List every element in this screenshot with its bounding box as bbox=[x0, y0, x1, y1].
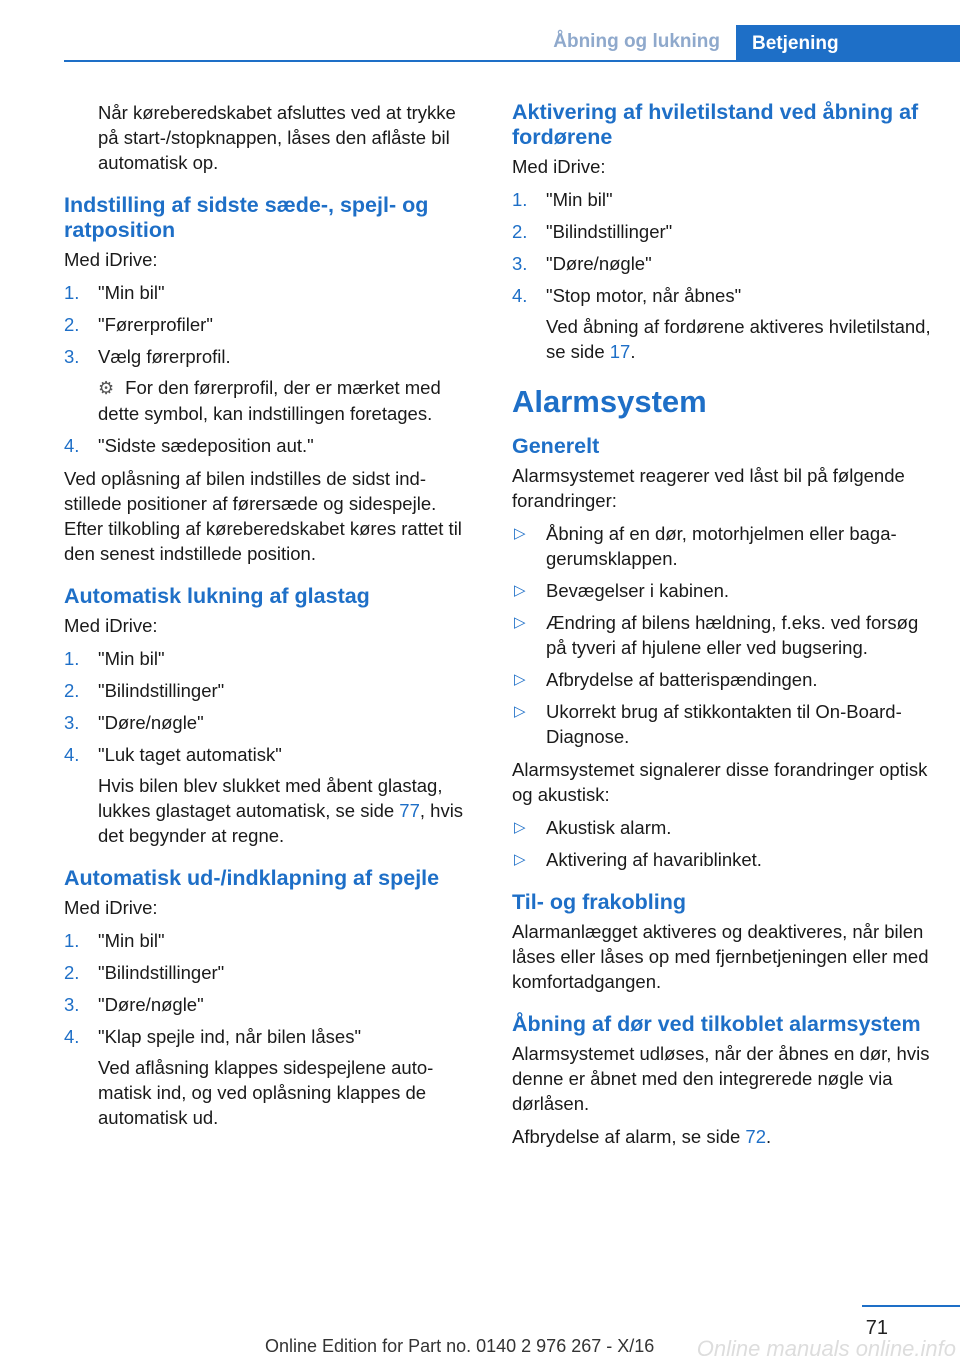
section-lead: Med iDrive: bbox=[64, 249, 158, 270]
list-item: ▷ Ændring af bilens hældning, f.eks. ved forsøg på tyveri af hjulene eller ved bugsering. bbox=[514, 612, 919, 658]
list-item: 1. "Min bil" bbox=[512, 189, 613, 210]
step-note: Hvis bilen blev slukket med åbent glastag, lukkes glastaget automatisk, se side 77, hvis det begynder at regne. bbox=[98, 775, 464, 846]
page-link-17[interactable]: 17 bbox=[609, 341, 631, 362]
steps-list-glass-roof bbox=[64, 646, 476, 848]
triangle-right-icon: ▷ bbox=[514, 703, 526, 720]
section-title-mirror-folding: Automatisk ud-/indklapning af spejle bbox=[64, 866, 440, 890]
body-paragraph: Ved oplåsning af bilen indstilles de sidst indstillede positioner af førersæde og sidespejle. Efter tilkobling af køreberedskabet køres rattet til den senest indstillede position. bbox=[64, 468, 462, 564]
edition-note: Online Edition for Part no. 0140 2 976 267 - X/16 bbox=[265, 1336, 655, 1356]
list-item: 3. "Døre/nøgle" bbox=[64, 712, 204, 733]
list-item: ▷ Åbning af en dør, motorhjelmen eller bagagerumsklappen. bbox=[514, 523, 897, 569]
list-item: 4. "Sidste sædeposition aut." bbox=[64, 435, 314, 456]
chapter-title-alarm-system: Alarmsystem bbox=[512, 384, 707, 419]
page-header bbox=[64, 25, 960, 63]
header-section-title: Åbning og lukning bbox=[553, 31, 720, 52]
list-item: ▷ Afbrydelse af batterispændingen. bbox=[514, 669, 818, 690]
section-lead: Med iDrive: bbox=[64, 615, 158, 636]
page-link-77[interactable]: 77 bbox=[399, 800, 420, 821]
triangle-right-icon: ▷ bbox=[514, 819, 526, 836]
bullet-list-signals bbox=[512, 815, 932, 872]
list-item: 2. "Bilindstillinger" bbox=[64, 680, 225, 701]
intro-paragraph: Når køreberedskabet afsluttes ved at trykke på start-/stopknappen, låses den aflåste bil automatisk op. bbox=[98, 102, 456, 173]
list-item: ▷ Ukorrekt brug af stikkontakten til On-Board-Diagnose. bbox=[514, 701, 902, 747]
triangle-right-icon: ▷ bbox=[514, 525, 526, 542]
list-item: 4. "Luk taget automatisk" Hvis bilen blev slukket med åbent glastag, lukkes glastaget automatisk, se side 77, hvis det begynder at regne. bbox=[64, 742, 476, 848]
gear-icon: ⚙ bbox=[98, 378, 115, 398]
step-note: Ved åbning af fordørene aktiveres hviletilstand, se side 17. bbox=[546, 316, 931, 362]
section-lead: Med iDrive: bbox=[64, 897, 158, 918]
step-note: Ved aflåsning klappes sidespejlene automatisk ind, og ved oplåsning klappes de automatisk ud. bbox=[98, 1057, 434, 1128]
left-column bbox=[64, 100, 476, 1138]
list-item: 4. "Klap spejle ind, når bilen låses" Ved aflåsning klappes sidespejlene automatisk ind, og ved oplåsning klappes de automatisk ud. bbox=[64, 1024, 476, 1130]
list-item: 2. "Bilindstillinger" bbox=[512, 221, 673, 242]
list-item: 2. "Bilindstillinger" bbox=[64, 962, 225, 983]
section-lead: Med iDrive: bbox=[512, 156, 606, 177]
list-item: 1. "Min bil" bbox=[64, 930, 165, 951]
body-paragraph: Alarmsystemet signalerer disse forandringer optisk og akustisk: bbox=[512, 759, 928, 805]
body-paragraph: Alarmsystemet reagerer ved låst bil på følgende forandringer: bbox=[512, 465, 905, 511]
step-note: ⚙ For den førerprofil, der er mærket med dette symbol, kan indstillingen foretages. bbox=[98, 377, 441, 424]
section-title-general: Generelt bbox=[512, 434, 600, 458]
reference-paragraph: Afbrydelse af alarm, se side 72. bbox=[512, 1126, 772, 1147]
section-title-seat-position: Indstilling af sidste sæde-, spejl- og ratposition bbox=[64, 193, 429, 242]
list-item: 2. "Førerprofiler" bbox=[64, 314, 213, 335]
list-item: 1. "Min bil" bbox=[64, 282, 165, 303]
header-rule bbox=[64, 60, 960, 62]
triangle-right-icon: ▷ bbox=[514, 671, 526, 688]
list-item: 1. "Min bil" bbox=[64, 648, 165, 669]
section-title-arming: Til- og frakobling bbox=[512, 890, 686, 914]
list-item: 3. Vælg førerprofil. ⚙ For den førerprofil, der er mærket med dette symbol, kan indstillingen foretages. bbox=[64, 344, 476, 426]
list-item: ▷ Akustisk alarm. bbox=[514, 817, 672, 838]
right-column bbox=[512, 100, 932, 1157]
list-item: 3. "Døre/nøgle" bbox=[512, 253, 652, 274]
steps-list-rest-mode bbox=[512, 187, 932, 364]
header-chapter-tab: Betjening bbox=[736, 25, 960, 62]
section-title-rest-mode: Aktivering af hviletilstand ved åbning af fordørene bbox=[512, 100, 919, 149]
bullet-list-changes bbox=[512, 521, 932, 749]
list-item: 4. "Stop motor, når åbnes" Ved åbning af fordørene aktiveres hviletilstand, se side 17. bbox=[512, 285, 931, 362]
page-number: 71 bbox=[865, 1317, 888, 1339]
watermark: Online manuals online.info bbox=[696, 1336, 956, 1361]
body-paragraph: Alarmsystemet udløses, når der åbnes en dør, hvis denne er åbnet med den integrerede nøgle via dørlåsen. bbox=[512, 1043, 930, 1114]
body-paragraph: Alarmanlægget aktiveres og deaktiveres, når bilen låses eller låses op med fjernbetjeningen eller med komfortadgangen. bbox=[512, 921, 929, 992]
page-link-72[interactable]: 72 bbox=[745, 1126, 766, 1147]
section-title-glass-roof: Automatisk lukning af glastag bbox=[64, 584, 370, 608]
triangle-right-icon: ▷ bbox=[514, 851, 526, 868]
triangle-right-icon: ▷ bbox=[514, 582, 526, 599]
steps-list-seat-position bbox=[64, 280, 476, 458]
list-item: 3. "Døre/nøgle" bbox=[64, 994, 204, 1015]
list-item: ▷ Aktivering af havariblinket. bbox=[514, 849, 762, 870]
list-item: ▷ Bevægelser i kabinen. bbox=[514, 580, 730, 601]
section-title-door-opening: Åbning af dør ved tilkoblet alarmsystem bbox=[512, 1012, 921, 1036]
footer-rule bbox=[862, 1305, 960, 1307]
triangle-right-icon: ▷ bbox=[514, 614, 526, 631]
steps-list-mirror-folding bbox=[64, 928, 476, 1130]
